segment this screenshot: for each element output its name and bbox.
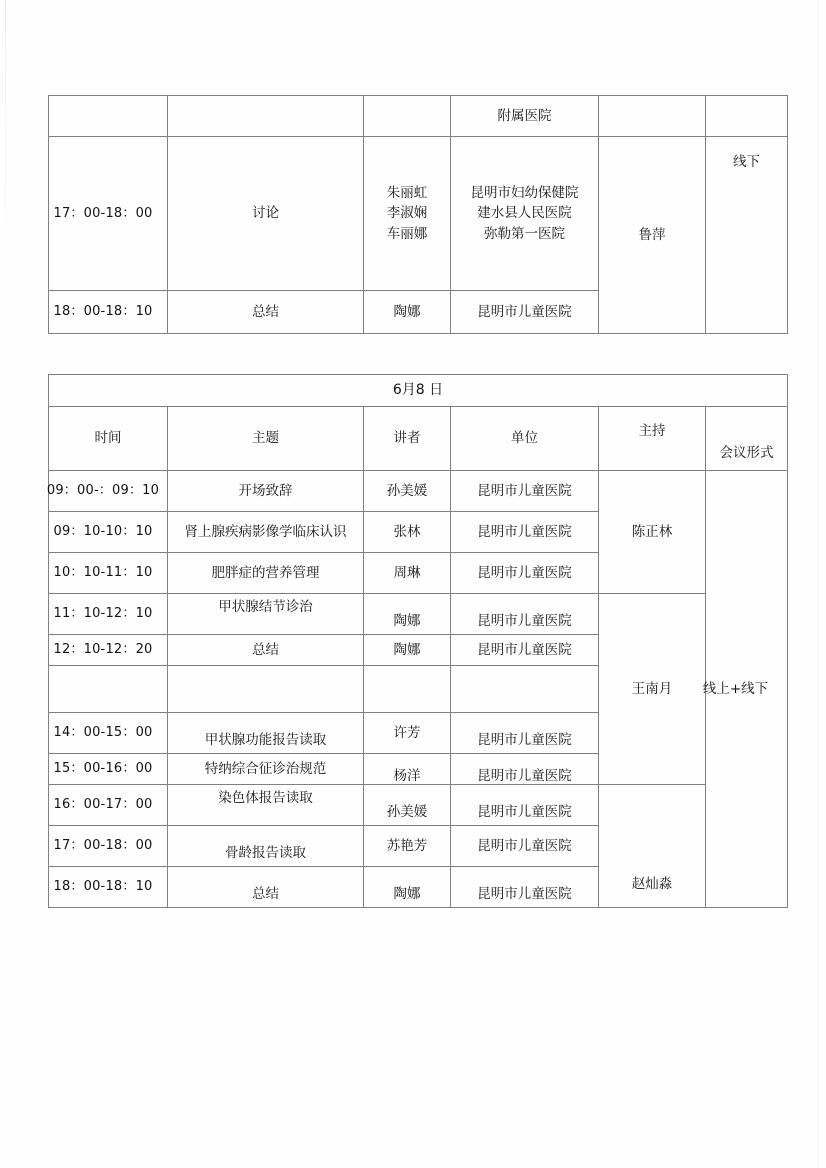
cell-unit: 昆明市儿童医院 xyxy=(451,785,599,826)
cell-speaker: 陶娜 xyxy=(364,594,451,635)
cell-time: 09：10-10：10 xyxy=(49,512,168,553)
cell-unit: 昆明市儿童医院 xyxy=(451,635,599,666)
column-header-unit: 单位 xyxy=(451,407,599,471)
cell-unit: 昆明市儿童医院 xyxy=(451,512,599,553)
cell-unit: 昆明市儿童医院 xyxy=(451,553,599,594)
cell-speaker: 许芳 xyxy=(364,713,451,754)
speaker-name: 李淑娴 xyxy=(386,205,428,222)
cell-topic: 肾上腺疾病影像学临床认识 xyxy=(168,512,364,553)
cell-speaker: 孙美媛 xyxy=(364,785,451,826)
cell-topic: 肥胖症的营养管理 xyxy=(168,553,364,594)
date-title: 6月8 日 xyxy=(49,375,788,407)
cell-topic: 甲状腺功能报告读取 xyxy=(168,713,364,754)
cell-host-morning: 陈正林 xyxy=(599,471,706,594)
cell-host-midday: 王南月 xyxy=(599,594,706,785)
cell-topic: 总结 xyxy=(168,867,364,908)
cell-topic: 特纳综合征诊治规范 xyxy=(168,754,364,785)
cell-time: 12：10-12：20 xyxy=(49,635,168,666)
cell-time: 18：00-18：10 xyxy=(49,291,168,334)
speaker-name: 车丽娜 xyxy=(386,225,428,242)
cell-format-top xyxy=(706,96,788,137)
cell-units xyxy=(451,137,599,291)
cell-speaker: 陶娜 xyxy=(364,291,451,334)
table-row xyxy=(49,96,788,137)
column-header-host: 主持 xyxy=(599,407,706,471)
cell-time: 17：00-18：00 xyxy=(49,137,168,291)
cell-unit-partial: 附属医院 xyxy=(451,96,599,137)
cell-speaker xyxy=(364,666,451,713)
column-header-time: 时间 xyxy=(49,407,168,471)
cell-time: 09：00-：09：10 xyxy=(49,471,168,512)
cell-time xyxy=(49,666,168,713)
cell-time: 17：00-18：00 xyxy=(49,826,168,867)
cell-topic xyxy=(168,666,364,713)
cell-time: 14：00-15：00 xyxy=(49,713,168,754)
table-row-date-banner xyxy=(49,375,788,407)
cell-speaker: 陶娜 xyxy=(364,635,451,666)
cell-time: 18：00-18：10 xyxy=(49,867,168,908)
cell-speaker: 陶娜 xyxy=(364,867,451,908)
unit-name: 建水县人民医院 xyxy=(477,205,572,222)
column-header-format: 会议形式 xyxy=(706,407,788,471)
cell-host: 鲁萍 xyxy=(599,137,706,334)
speaker-name: 朱丽虹 xyxy=(386,185,428,202)
cell-unit: 昆明市儿童医院 xyxy=(451,754,599,785)
cell-topic: 骨龄报告读取 xyxy=(168,826,364,867)
cell-speaker: 杨洋 xyxy=(364,754,451,785)
cell-topic: 总结 xyxy=(168,291,364,334)
cell-speaker: 苏艳芳 xyxy=(364,826,451,867)
cell-time-partial xyxy=(49,96,168,137)
cell-host-evening: 赵灿淼 xyxy=(599,785,706,908)
cell-unit: 昆明市儿童医院 xyxy=(451,594,599,635)
cell-time: 16：00-17：00 xyxy=(49,785,168,826)
table-row xyxy=(49,785,788,826)
cell-unit: 昆明市儿童医院 xyxy=(451,867,599,908)
unit-name: 昆明市妇幼保健院 xyxy=(470,185,579,202)
cell-speaker: 张林 xyxy=(364,512,451,553)
cell-time: 15：00-16：00 xyxy=(49,754,168,785)
column-header-topic: 主题 xyxy=(168,407,364,471)
cell-speaker: 孙美媛 xyxy=(364,471,451,512)
cell-speaker: 周琳 xyxy=(364,553,451,594)
scan-artifact-left xyxy=(5,0,6,300)
cell-unit: 昆明市儿童医院 xyxy=(451,826,599,867)
meeting-format-label: 线下 xyxy=(733,154,760,170)
cell-host-partial xyxy=(599,96,706,137)
meeting-format-label: 线上+线下 xyxy=(702,680,769,697)
table-row xyxy=(49,137,788,291)
cell-unit: 昆明市儿童医院 xyxy=(451,291,599,334)
cell-unit xyxy=(451,666,599,713)
cell-topic-partial xyxy=(168,96,364,137)
cell-time: 11：10-12：10 xyxy=(49,594,168,635)
cell-topic: 讨论 xyxy=(168,137,364,291)
cell-meeting-format xyxy=(702,471,788,908)
cell-topic: 开场致辞 xyxy=(168,471,364,512)
table-row xyxy=(49,594,788,635)
cell-topic: 染色体报告读取 xyxy=(168,785,364,826)
cell-speaker-partial xyxy=(364,96,451,137)
table-row xyxy=(49,471,788,512)
table-header-row xyxy=(49,407,788,471)
unit-name: 弥勒第一医院 xyxy=(484,225,565,242)
cell-topic: 甲状腺结节诊治 xyxy=(168,594,364,635)
cell-unit: 昆明市儿童医院 xyxy=(451,713,599,754)
agenda-table-continued xyxy=(48,95,788,334)
column-header-speaker: 讲者 xyxy=(364,407,451,471)
agenda-table-june8 xyxy=(48,374,788,908)
scan-artifact-right xyxy=(818,0,819,1168)
cell-unit: 昆明市儿童医院 xyxy=(451,471,599,512)
cell-topic: 总结 xyxy=(168,635,364,666)
cell-meeting-format xyxy=(706,137,788,334)
cell-time: 10：10-11：10 xyxy=(49,553,168,594)
cell-speakers xyxy=(364,137,451,291)
